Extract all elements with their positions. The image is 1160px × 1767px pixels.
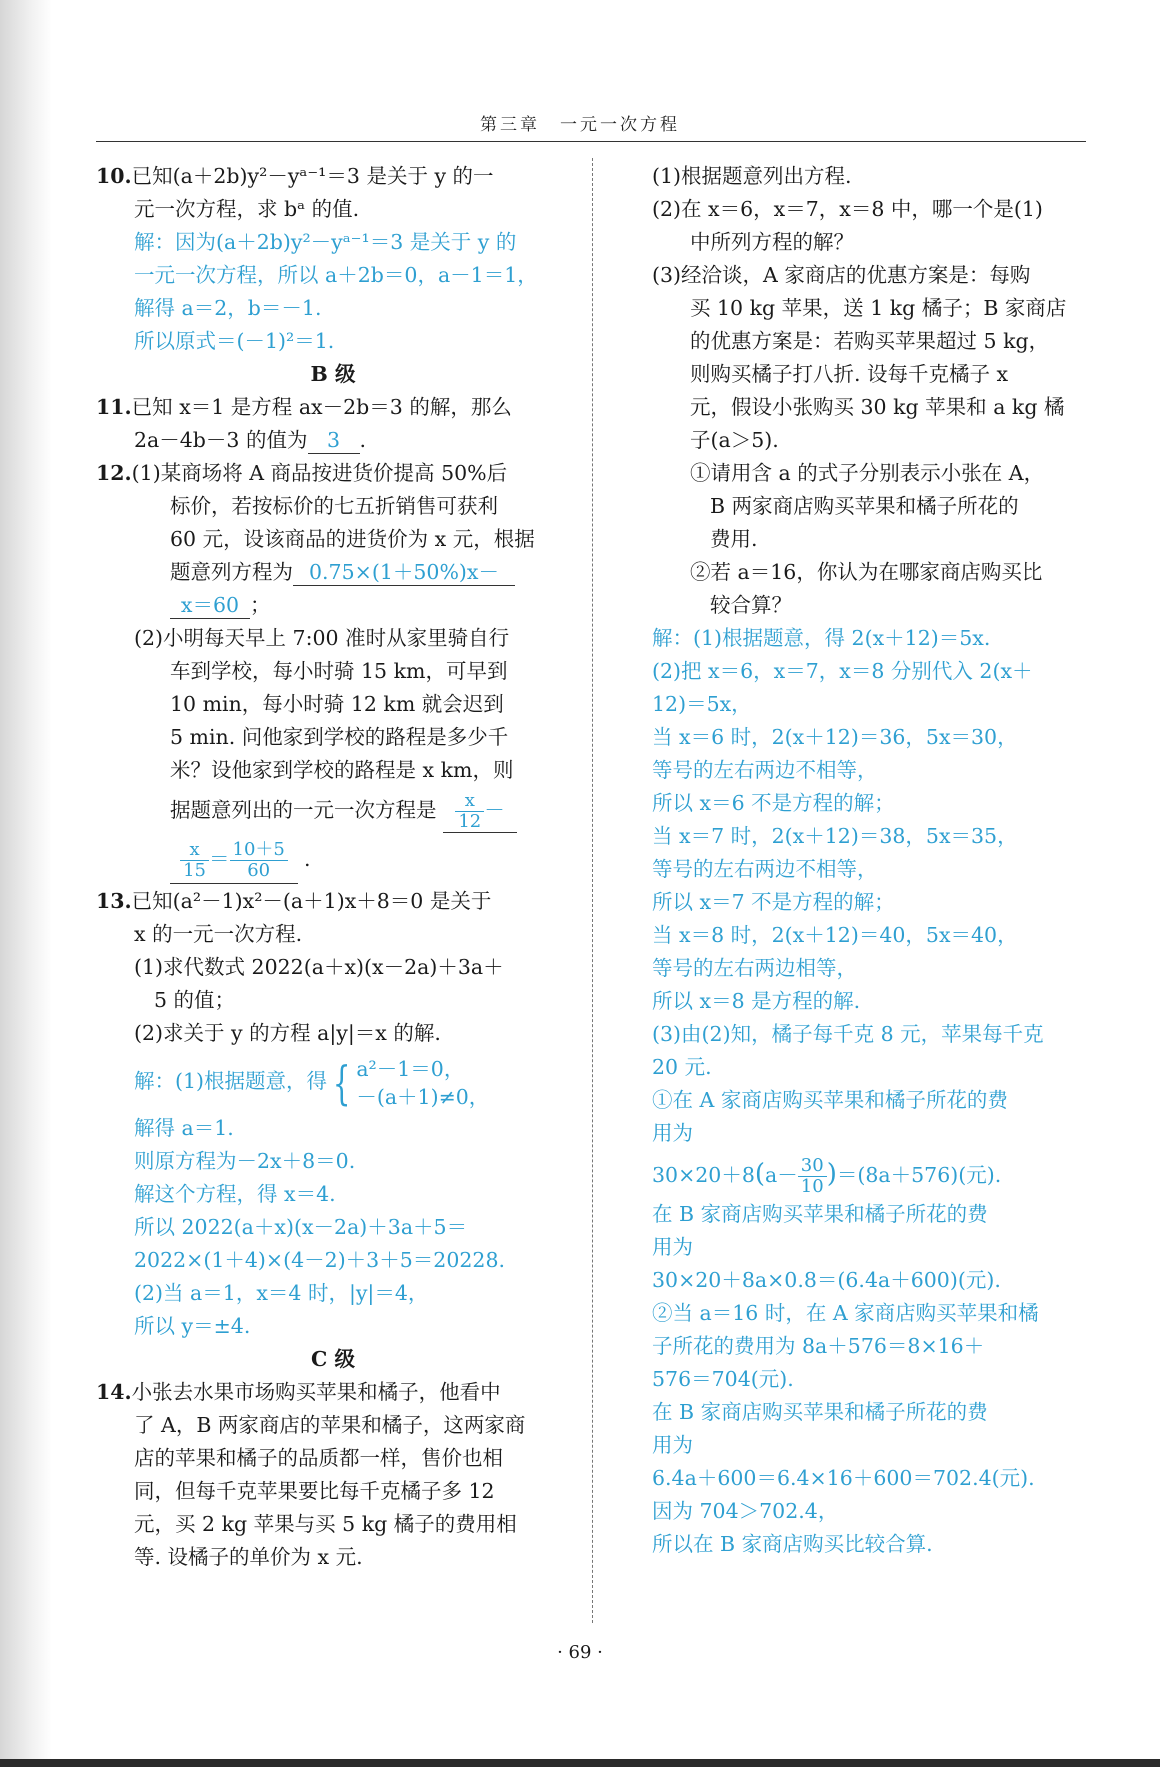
q12-p1-line: (1)某商场将 A 商品按进货价提高 50%后 — [131, 461, 508, 485]
q13-number: 13. — [96, 889, 132, 913]
q14-question-line: 元，假设小张购买 30 kg 苹果和 a kg 橘 — [690, 395, 1065, 419]
q12-p2-answer-blank — [443, 791, 517, 833]
q12-p1-answer-blank-cont: x＝60 — [170, 592, 250, 619]
q13-answer-system-line — [96, 1050, 570, 1112]
q13-answer-line: 所以 2022(a＋x)(x－2a)＋3a＋5＝ — [134, 1215, 468, 1239]
q12-p1-equation-line — [96, 556, 570, 589]
q14-answer-line: ②当 a＝16 时，在 A 家商店购买苹果和橘 — [652, 1301, 1039, 1325]
q14-question-line: B 两家商店购买苹果和橘子所花的 — [710, 494, 1019, 518]
q14-question-line: (2)在 x＝6，x＝7，x＝8 中，哪一个是(1) — [652, 197, 1043, 221]
q14-stem-line: 了 A，B 两家商店的苹果和橘子，这两家商 — [134, 1413, 526, 1437]
bottom-edge — [0, 1759, 1160, 1767]
q13-sub-line: (2)求关于 y 的方程 a|y|＝x 的解. — [134, 1021, 441, 1045]
q14-answer-line: 解：(1)根据题意，得 2(x＋12)＝5x. — [652, 626, 991, 650]
q13-stem-line-1 — [96, 885, 570, 918]
q14-answer-line: 当 x＝8 时，2(x＋12)＝40，5x＝40， — [652, 923, 1018, 947]
q11-answer-blank: 3 — [308, 427, 360, 454]
q10-answer-line: 所以原式＝(－1)²＝1. — [134, 329, 335, 353]
q10-answer-line: 一元一次方程，所以 a＋2b＝0，a－1＝1， — [134, 263, 538, 287]
q14-question-line: ②若 a＝16，你认为在哪家商店购买比 — [690, 560, 1043, 584]
q13-stem-1: 已知(a²－1)x²－(a＋1)x＋8＝0 是关于 — [131, 889, 492, 913]
q10-stem-2: 元一次方程，求 bᵃ 的值. — [134, 197, 360, 221]
q14-answer-line: 子所花的费用为 8a＋576＝8×16＋ — [652, 1334, 985, 1358]
q12-p2-prompt: 据题意列出的一元一次方程是 — [170, 798, 437, 822]
q14-question-line: 则购买橘子打八折. 设每千克橘子 x — [690, 362, 1009, 386]
equation-part: a－ — [765, 1163, 798, 1187]
q14-stem-line: 小张去水果市场购买苹果和橘子，他看中 — [131, 1380, 501, 1404]
fraction-30-over-10 — [798, 1156, 827, 1197]
q14-answer-line: 所以在 B 家商店购买比较合算. — [652, 1532, 933, 1556]
q12-p1-line: 60 元，设该商品的进货价为 x 元，根据 — [170, 527, 535, 551]
q10-stem-1: 已知(a＋2b)y²－yᵃ⁻¹＝3 是关于 y 的一 — [131, 164, 494, 188]
q14-question-line: 子(a＞5). — [690, 428, 779, 452]
equation-part: ＝(8a＋576)(元). — [836, 1163, 1002, 1187]
q14-stem-line: 元，买 2 kg 苹果与买 5 kg 橘子的费用相 — [134, 1512, 517, 1536]
fraction-numerator: x — [180, 840, 209, 861]
q13-answer-line: 所以 y＝±4. — [134, 1314, 251, 1338]
q11-number: 11. — [96, 395, 132, 419]
q12-p2-line: 米？设他家到学校的路程是 x km，则 — [170, 758, 514, 782]
fraction-denominator: 12 — [458, 811, 482, 832]
q11-stem-1: 已知 x＝1 是方程 ax－2b＝3 的解，那么 — [131, 395, 512, 419]
fraction-numerator: 30 — [798, 1156, 827, 1177]
q11-stem-line-2 — [96, 424, 570, 457]
q14-answer-line: (2)把 x＝6，x＝7，x＝8 分别代入 2(x＋ — [652, 659, 1033, 683]
q12-p2-equation-line-2 — [96, 833, 570, 885]
chapter-header: 第三章 一元一次方程 — [480, 115, 680, 135]
fraction-x-over-12 — [455, 791, 484, 832]
page-number: · 69 · — [557, 1642, 603, 1663]
q14-answer-line: 因为 704＞702.4， — [652, 1499, 839, 1523]
q10-number: 10. — [96, 164, 132, 188]
q13-answer-line: 解这个方程，得 x＝4. — [134, 1182, 336, 1206]
q14-question-line: (1)根据题意列出方程. — [652, 164, 852, 188]
q11-stem-end: . — [359, 428, 367, 452]
q14-answer-line: 所以 x＝8 是方程的解. — [652, 989, 861, 1013]
system-equation-1: a²－1＝0， — [356, 1056, 465, 1081]
q11-stem-line-1 — [96, 391, 570, 424]
equation-part: 30×20＋8 — [652, 1163, 755, 1187]
q14-stem-line: 同，但每千克苹果要比每千克橘子多 12 — [134, 1479, 495, 1503]
equation-system — [356, 1055, 489, 1111]
equals-sign: ＝ — [209, 847, 230, 871]
q10-answer-line: 解：因为(a＋2b)y²－yᵃ⁻¹＝3 是关于 y 的 — [134, 230, 517, 254]
system-equation-2: －(a＋1)≠0， — [356, 1084, 490, 1109]
q14-number: 14. — [96, 1380, 132, 1404]
q14-answer-line: 等号的左右两边不相等， — [652, 758, 878, 782]
q14-answer-line: 所以 x＝7 不是方程的解； — [652, 890, 895, 914]
left-column — [96, 160, 570, 1574]
q14-question-line: 的优惠方案是：若购买苹果超过 5 kg， — [690, 329, 1050, 353]
q13-stem-2: x 的一元一次方程. — [134, 922, 303, 946]
q13-sub-line: (1)求代数式 2022(a＋x)(x－2a)＋3a＋ — [134, 955, 504, 979]
q13-answer-line: (2)当 a＝1，x＝4 时，|y|＝4， — [134, 1281, 429, 1305]
right-paren: ) — [826, 1159, 837, 1189]
q14-answer-line: ①在 A 家商店购买苹果和橘子所花的费 — [652, 1088, 1008, 1112]
q14-answer-line: 当 x＝7 时，2(x＋12)＝38，5x＝35， — [652, 824, 1018, 848]
q12-p2-line: 5 min. 问他家到学校的路程是多少千 — [170, 725, 509, 749]
q14-answer-line: 所以 x＝6 不是方程的解； — [652, 791, 895, 815]
fraction-x-over-15 — [180, 840, 209, 881]
q12-p2-equation-line — [96, 787, 570, 833]
q13-answer-line: 2022×(1＋4)×(4－2)＋3＋5＝20228. — [134, 1248, 506, 1272]
level-b-heading: B 级 — [310, 362, 356, 386]
q12-p1-prompt: 题意列方程为 — [170, 560, 293, 584]
q10-answer-line: 解得 a＝2，b＝－1. — [134, 296, 322, 320]
q14-answer-line: 用为 — [652, 1121, 693, 1145]
q14-answer-line: 在 B 家商店购买苹果和橘子所花的费 — [652, 1400, 988, 1424]
q14-answer-line: 用为 — [652, 1433, 693, 1457]
column-divider — [592, 158, 593, 1623]
q14-question-line: 中所列方程的解？ — [690, 230, 854, 254]
q14-answer-line: 在 B 家商店购买苹果和橘子所花的费 — [652, 1202, 988, 1226]
q14-question-line: 费用. — [710, 527, 758, 551]
fraction-denominator: 60 — [247, 860, 271, 881]
q12-number: 12. — [96, 461, 132, 485]
q14-stem-line: 店的苹果和橘子的品质都一样，售价也相 — [134, 1446, 503, 1470]
q14-question-line: 买 10 kg 苹果，送 1 kg 橘子；B 家商店 — [690, 296, 1067, 320]
q14-answer-line: 当 x＝6 时，2(x＋12)＝36，5x＝30， — [652, 725, 1018, 749]
q14-answer-line: 20 元. — [652, 1055, 712, 1079]
q14-answer-line: 30×20＋8a×0.8＝(6.4a＋600)(元). — [652, 1268, 1001, 1292]
q12-p2-answer-blank-cont — [170, 840, 298, 884]
q14-answer-line: 6.4a＋600＝6.4×16＋600＝702.4(元). — [652, 1466, 1035, 1490]
fraction-numerator: x — [455, 791, 484, 812]
q12-p2-line: 10 min，每小时骑 12 km 就会迟到 — [170, 692, 504, 716]
q12-p1-equation-line-2 — [96, 589, 570, 622]
fraction-numerator: 10＋5 — [230, 840, 288, 861]
q14-stem-line-1 — [96, 1376, 570, 1409]
q14-answer-line: 等号的左右两边不相等， — [652, 857, 878, 881]
q12-p2-line: 车到学校，每小时骑 15 km，可早到 — [170, 659, 508, 683]
q12-p2-line: (2)小明每天早上 7:00 准时从家里骑自行 — [134, 626, 510, 650]
q14-answer-equation-a — [652, 1150, 1086, 1198]
q14-answer-line: 等号的左右两边相等， — [652, 956, 857, 980]
q12-p1-end: ； — [250, 593, 271, 617]
fraction-denominator: 15 — [183, 860, 207, 881]
right-column — [652, 160, 1086, 1561]
q14-answer-line: 576＝704(元). — [652, 1367, 794, 1391]
header-rule — [96, 141, 1086, 142]
q14-answer-line: 12)＝5x， — [652, 692, 752, 716]
q13-answer-line: 解得 a＝1. — [134, 1116, 234, 1140]
fraction-15-over-60 — [230, 840, 288, 881]
q13-answer-intro: 解：(1)根据题意，得 — [134, 1069, 328, 1093]
left-paren: ( — [754, 1159, 766, 1189]
page-edge-shadow — [0, 0, 52, 1767]
q14-question-line: 较合算？ — [710, 593, 792, 617]
minus-sign: － — [484, 798, 505, 822]
q14-question-line: ①请用含 a 的式子分别表示小张在 A， — [690, 461, 1045, 485]
q11-stem-2: 2a－4b－3 的值为 — [134, 428, 308, 452]
q12-p1-line: 标价，若按标价的七五折销售可获利 — [170, 494, 498, 518]
q12-p2-end: . — [304, 847, 311, 871]
q10-stem-line-1 — [96, 160, 570, 193]
q14-question-line: (3)经洽谈，A 家商店的优惠方案是：每购 — [652, 263, 1031, 287]
level-c-heading: C 级 — [311, 1347, 355, 1371]
q13-answer-line: 则原方程为－2x＋8＝0. — [134, 1149, 356, 1173]
q14-stem-line: 等. 设橘子的单价为 x 元. — [134, 1545, 363, 1569]
left-brace: { — [332, 1055, 351, 1110]
q13-sub-line: 5 的值； — [154, 988, 236, 1012]
q14-answer-line: (3)由(2)知，橘子每千克 8 元，苹果每千克 — [652, 1022, 1044, 1046]
q12-p1-answer-blank: 0.75×(1＋50%)x－ — [293, 559, 515, 586]
q14-answer-line: 用为 — [652, 1235, 693, 1259]
fraction-denominator: 10 — [800, 1176, 824, 1197]
q12-line-1 — [96, 457, 570, 490]
